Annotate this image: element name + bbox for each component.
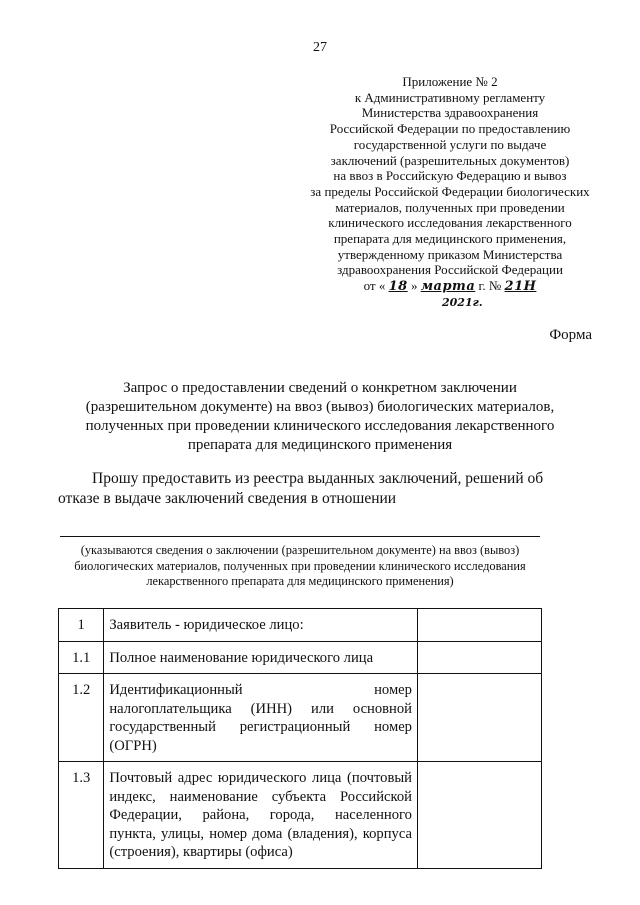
row-value-cell[interactable] [417, 762, 541, 869]
row-label [104, 762, 418, 869]
appendix-line: здравоохранения Российской Федерации [337, 262, 563, 278]
table-row [59, 609, 542, 642]
request-title-line: полученных при проведении клинического исследования лекарственного [85, 418, 555, 434]
row-number: 1.3 [59, 762, 104, 869]
row-number: 1.2 [59, 674, 104, 762]
appendix-line: Российской Федерации по предоставлению [329, 121, 571, 137]
order-month-handwritten: марта [420, 279, 476, 295]
request-title-line: Запрос о предоставлении сведений о конкретном заключении [123, 380, 517, 396]
request-body [58, 469, 544, 509]
table-row [59, 641, 542, 674]
row-number: 1.1 [59, 641, 104, 674]
hint-line: лекарственного препарата для медицинского применения) [146, 574, 454, 588]
row-label [104, 641, 418, 674]
row-label-line: налогоплательщика (ИНН) или основной [109, 700, 412, 717]
appendix-line: утвержденному приказом Министерства [337, 246, 563, 262]
order-year-handwritten: 2021г. [442, 296, 483, 309]
hint-line: биологических материалов, полученных при проведении клинического исследования [74, 558, 526, 573]
appendix-header [300, 74, 600, 295]
request-body-line: отказе в выдаче заключений сведения в отношении [58, 490, 397, 507]
appendix-line: заключений (разрешительных документов) [330, 152, 570, 168]
page-number: 27 [313, 40, 327, 55]
row-label-line: Идентификационный номер [109, 682, 412, 698]
order-number-handwritten: 21Н [504, 279, 537, 295]
row-label-line: Почтовый адрес юридического лица (почтовый [109, 770, 412, 786]
fill-in-line[interactable] [60, 536, 540, 537]
applicant-table [58, 608, 542, 869]
appendix-line: Министерства здравоохранения [361, 105, 539, 121]
form-label: Форма [549, 327, 592, 343]
request-body-line: Прошу предоставить из реестра выданных заключений, решений об [92, 470, 544, 487]
row-label-line: пункта, улицы, номер дома (владения), корпуса [109, 825, 412, 842]
appendix-line: Приложение № 2 [402, 74, 498, 89]
appendix-line: за пределы Российской Федерации биологических [310, 183, 590, 199]
table-row [59, 674, 542, 762]
order-day-handwritten: 18 [388, 279, 408, 295]
order-prefix: от « [363, 278, 386, 294]
appendix-line: государственной услуги по выдаче [353, 136, 547, 152]
row-number: 1 [59, 609, 104, 642]
row-label-line: Заявитель - юридическое лицо: [109, 617, 304, 633]
order-date-line [300, 278, 600, 295]
row-label-line: государственный регистрационный номер [109, 719, 412, 735]
appendix-line: на ввоз в Российскую Федерацию и вывоз [333, 168, 567, 184]
appendix-line: к Административному регламенту [354, 89, 546, 105]
order-year-label: г. № [478, 278, 502, 294]
request-title-line: препарата для медицинского применения [187, 437, 453, 453]
table-row [59, 762, 542, 869]
request-title-line: (разрешительном документе) на ввоз (вывоз) биологических материалов, [85, 399, 555, 415]
appendix-line: препарата для медицинского применения, [333, 231, 567, 247]
appendix-line: клинического исследования лекарственного [328, 215, 572, 231]
row-label-line: индекс, наименование субъекта Российской [109, 788, 412, 805]
row-label [104, 609, 418, 642]
request-title [60, 379, 580, 455]
hint-line: (указываются сведения о заключении (разрешительном документе) на ввоз (вывоз) [80, 543, 520, 557]
row-value-cell[interactable] [417, 674, 541, 762]
row-label-line: Федерации, района, города, населенного [109, 807, 412, 823]
appendix-line: материалов, полученных при проведении [335, 199, 565, 215]
row-label-line: (ОГРН) [109, 737, 157, 754]
row-label-line: Полное наименование юридического лица [109, 649, 374, 666]
row-value-cell[interactable] [417, 609, 541, 642]
row-value-cell[interactable] [417, 641, 541, 674]
row-label [104, 674, 418, 762]
fill-in-hint [60, 543, 540, 590]
row-label-line: (строения), квартиры (офиса) [109, 844, 293, 860]
order-mid: » [410, 278, 418, 294]
